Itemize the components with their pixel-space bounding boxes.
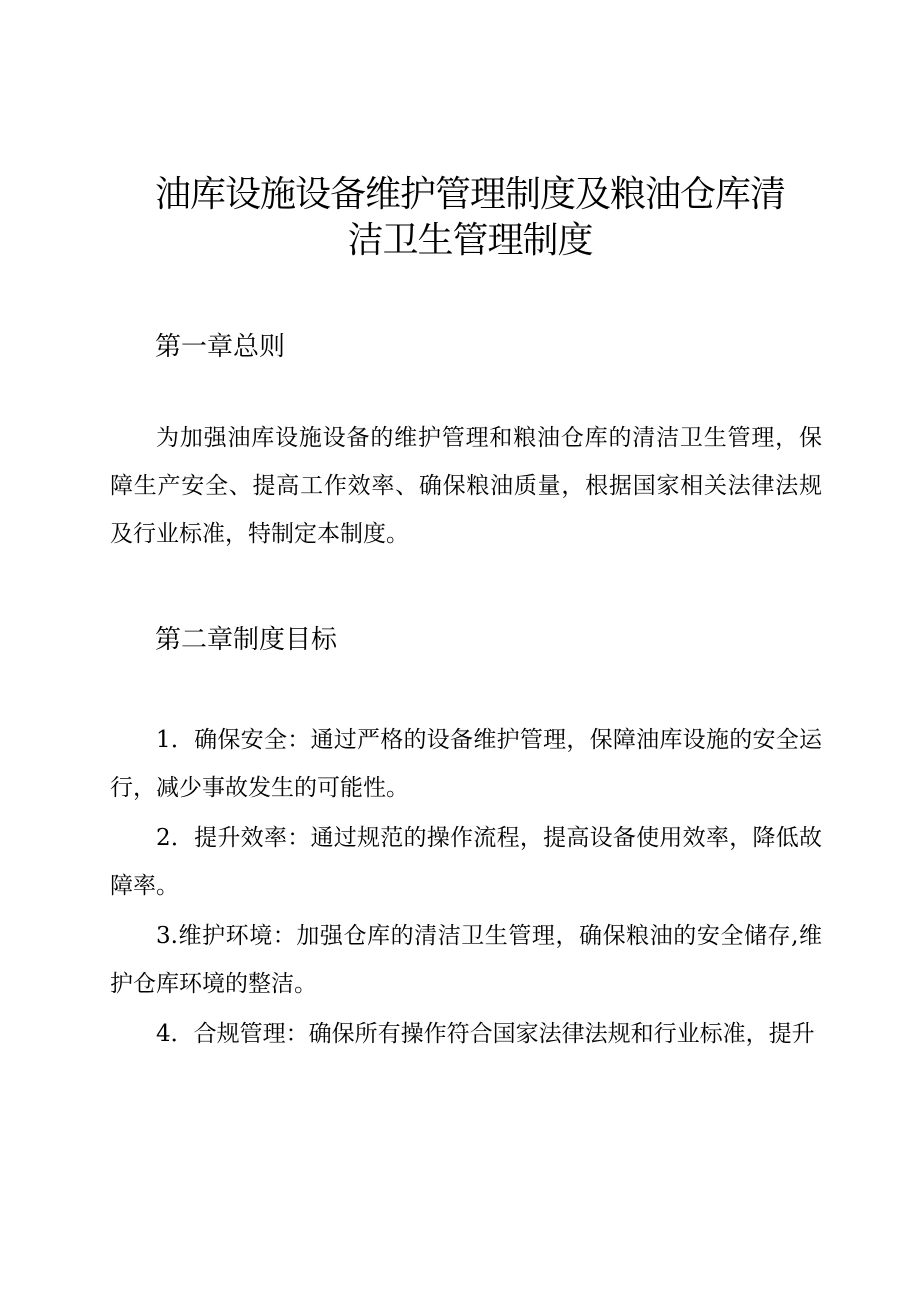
- goal-item-2: 2．提升效率：通过规范的操作流程，提高设备使用效率，降低故障率。: [110, 825, 822, 899]
- document-title-line-2: 洁卫生管理制度: [347, 220, 593, 261]
- document-title: [110, 172, 830, 264]
- goal-item-3: 3.维护环境：加强仓库的清洁卫生管理，确保粮油的安全储存,维护仓库环境的整洁。: [110, 923, 822, 997]
- chapter-1-heading: 第一章总则: [155, 332, 286, 362]
- goal-item-4: 4．合规管理：确保所有操作符合国家法律法规和行业标准，提升: [156, 1021, 815, 1047]
- goal-item-1: 1．确保安全：通过严格的设备维护管理，保障油库设施的安全运行，减少事故发生的可能性。: [110, 727, 822, 801]
- chapter-1-paragraph: 为加强油库设施设备的维护管理和粮油仓库的清洁卫生管理，保障生产安全、提高工作效率、确保粮油质量，根据国家相关法律法规及行业标准，特制定本制度。: [110, 425, 822, 547]
- document-title-line-1: 油库设施设备维护管理制度及粮油仓库清: [154, 174, 785, 215]
- chapter-2-heading: 第二章制度目标: [155, 625, 338, 655]
